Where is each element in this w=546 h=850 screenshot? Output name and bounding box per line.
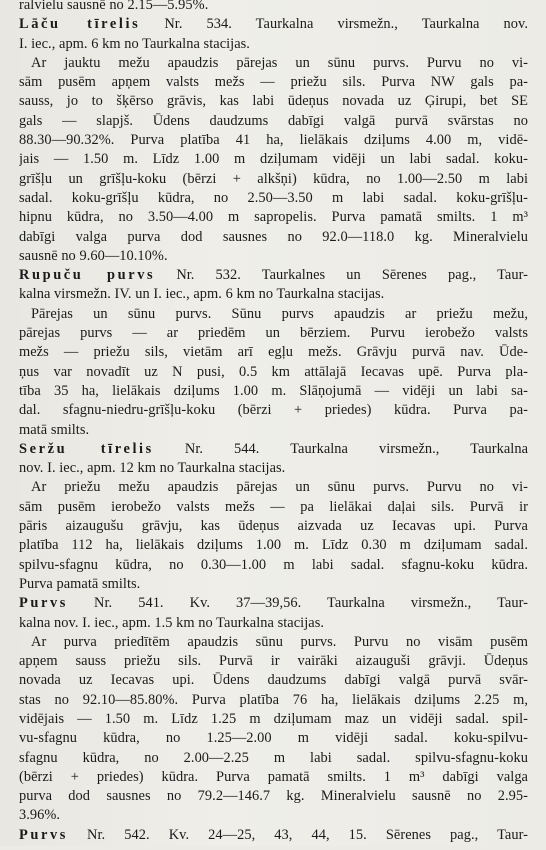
text-line: hipnu kūdra, no 3.50—4.00 m sapropelis. Purva pamatā smilts. 1 m³ <box>19 209 528 226</box>
text-line: 88.30—90.32%. Purva platība 41 ha, lielākais dziļums 4.00 m, vidē- <box>19 132 528 149</box>
text-line: Pārejas un sūnu purvs. Sūnu purvs apaudzis ar priežu mežu, <box>31 305 528 322</box>
entry-title: Rupuču purvs <box>19 267 156 284</box>
text-line: platība 112 ha, lielākais dziļums 1.00 m. Līdz 0.30 m dziļumam sadal. <box>19 537 528 554</box>
entry-heading-line <box>19 826 528 845</box>
text-line: I. iec., apm. 6 km no Taurkalna stacijas. <box>19 35 250 52</box>
text-line: matā smilts. <box>19 421 90 438</box>
text-line: sfagnu kūdra, no 2.00—2.25 m labi sadal. spilvu-sfagnu-koku <box>19 749 528 766</box>
text-line: sauss, jo to šķērso grāvis, kas labi ūdeņus novada uz Ģirupi, bet SE <box>19 93 528 110</box>
entry-heading-line <box>19 594 528 613</box>
text-line: vidējais — 1.50 m. Līdz 1.25 m dziļumam maz un vidēji sadal. spil- <box>19 710 528 727</box>
text-line: 3.96%. <box>19 807 61 824</box>
text-line: Ar priežu mežu apaudzis pārejas un sūnu purvs. Purvu no vi- <box>31 479 528 496</box>
text-line: nov. I. iec., apm. 12 km no Taurkalna stacijas. <box>19 460 286 477</box>
text-line: pāris aizaugušu grāvju, kas ūdeņus aizvada uz Iecavas upi. Purva <box>19 518 528 535</box>
text-line: Purva pamatā smilts. <box>19 575 141 592</box>
text-line: sām pusēm apņem valsts mežs — priežu sils. Purva NW gals pa- <box>19 74 528 91</box>
text-line: ņus var novadīt uz N pusi, 0.5 km attālajā Iecavas upē. Purva pla- <box>19 363 528 380</box>
text-line: apņem sauss priežu sils. Purvā ir vairāki aizauguši grāvji. Ūdeņus <box>19 653 528 670</box>
entry-title: Lāču tīrelis <box>19 16 141 33</box>
entry-title: Purvs <box>19 826 68 843</box>
text-line: jais — 1.50 m. Līdz 1.00 m dziļumam vidēji un labi sadal. koku- <box>19 151 528 168</box>
text-line: sadal. koku-grīšļu kūdra, no 2.50—3.50 m labi sadal. koku-grīšļu- <box>19 189 528 206</box>
text-line: stas no 92.10—85.80%. Purva platība 76 ha, lielākais dziļums 2.25 m, <box>19 691 528 708</box>
text-line: dal. sfagnu-niedru-grīšļu-koku (bērzi + priedes) kūdra. Purva pa- <box>19 402 528 419</box>
entry-heading-line <box>19 15 528 34</box>
text-line: gals — slapjš. Ūdens daudzums dabīgi valgā purvā svārstas no <box>19 112 528 129</box>
entry-heading-line <box>19 440 528 459</box>
text-line: spilvu-sfagnu kūdra, no 0.30—1.00 m labi sadal. sfagnu-koku kūdra. <box>19 556 528 573</box>
text-line: Ar jauktu mežu apaudzis pārejas un sūnu purvs. Purvu no vi- <box>31 54 528 71</box>
text-line: purva dod sausnes no 79.2—146.7 kg. Mineralvielu sausnē no 2.95- <box>19 788 528 805</box>
text-line: kalna virsmežn. IV. un I. iec., apm. 6 km no Taurkalna stacijas. <box>19 286 385 303</box>
entry-heading-line <box>19 266 528 285</box>
text-line: tība 35 ha, lielākais dziļums 1.00 m. Slāņojumā — vidēji un labi sa- <box>19 382 528 399</box>
entry-title: Seržu tīrelis <box>19 440 154 457</box>
text-line: vu-sfagnu kūdra, no 1.25—2.00 m vidēji sadal. koku-spilvu- <box>19 730 528 747</box>
text-line: mežs — priežu sils, vietām arī egļu mežs. Grāvju purvā nav. Ūde- <box>19 344 528 361</box>
entry-heading-text: Nr. 532. Taurkalnes un Sērenes pag., Taur- <box>155 267 528 284</box>
text-line: Ar purva priedītēm apaudzis sūnu purvs. Purvu no visām pusēm <box>31 633 528 650</box>
text-line: novada uz Iecavas upi. Ūdens daudzums dabīgi valgā purvā svār- <box>19 672 528 689</box>
text-line: sausnē no 9.60—10.10%. <box>19 247 168 264</box>
text-line: kalna nov. I. iec., apm. 1.5 km no Taurkalna stacijas. <box>19 614 325 631</box>
entry-heading-text: Nr. 541. Kv. 37—39,56. Taurkalna virsmežn., Taur- <box>67 595 528 612</box>
text-line: grīšļu un grīšļu-koku (bērzi + alkšņi) kūdra, no 1.00—2.50 m labi <box>19 170 528 187</box>
document-text <box>19 0 528 845</box>
text-line: dabīgi valga purva dod sausnes no 92.0—118.0 kg. Mineralvielu <box>19 228 528 245</box>
entry-heading-text: Nr. 534. Taurkalna virsmežn., Taurkalna nov. <box>140 16 528 33</box>
text-line: pārejas purvs — ar priedēm un bērziem. Purvu ierobežo valsts <box>19 325 528 342</box>
entry-heading-text: Nr. 542. Kv. 24—25, 43, 44, 15. Sērenes pag., Taur- <box>67 826 528 843</box>
entry-title: Purvs <box>19 595 68 612</box>
text-line: (bērzi + priedes) kūdra. Purva pamatā smilts. 1 m³ dabīgi valga <box>19 768 528 785</box>
text-line: ralvielu sausnē no 2.15—5.95%. <box>19 0 209 13</box>
entry-heading-text: Nr. 544. Taurkalna virsmežn., Taurkalna <box>153 440 528 457</box>
text-line: sām pusēm ierobežo valsts mežs — pa lielākai daļai sils. Purvā ir <box>19 498 528 515</box>
